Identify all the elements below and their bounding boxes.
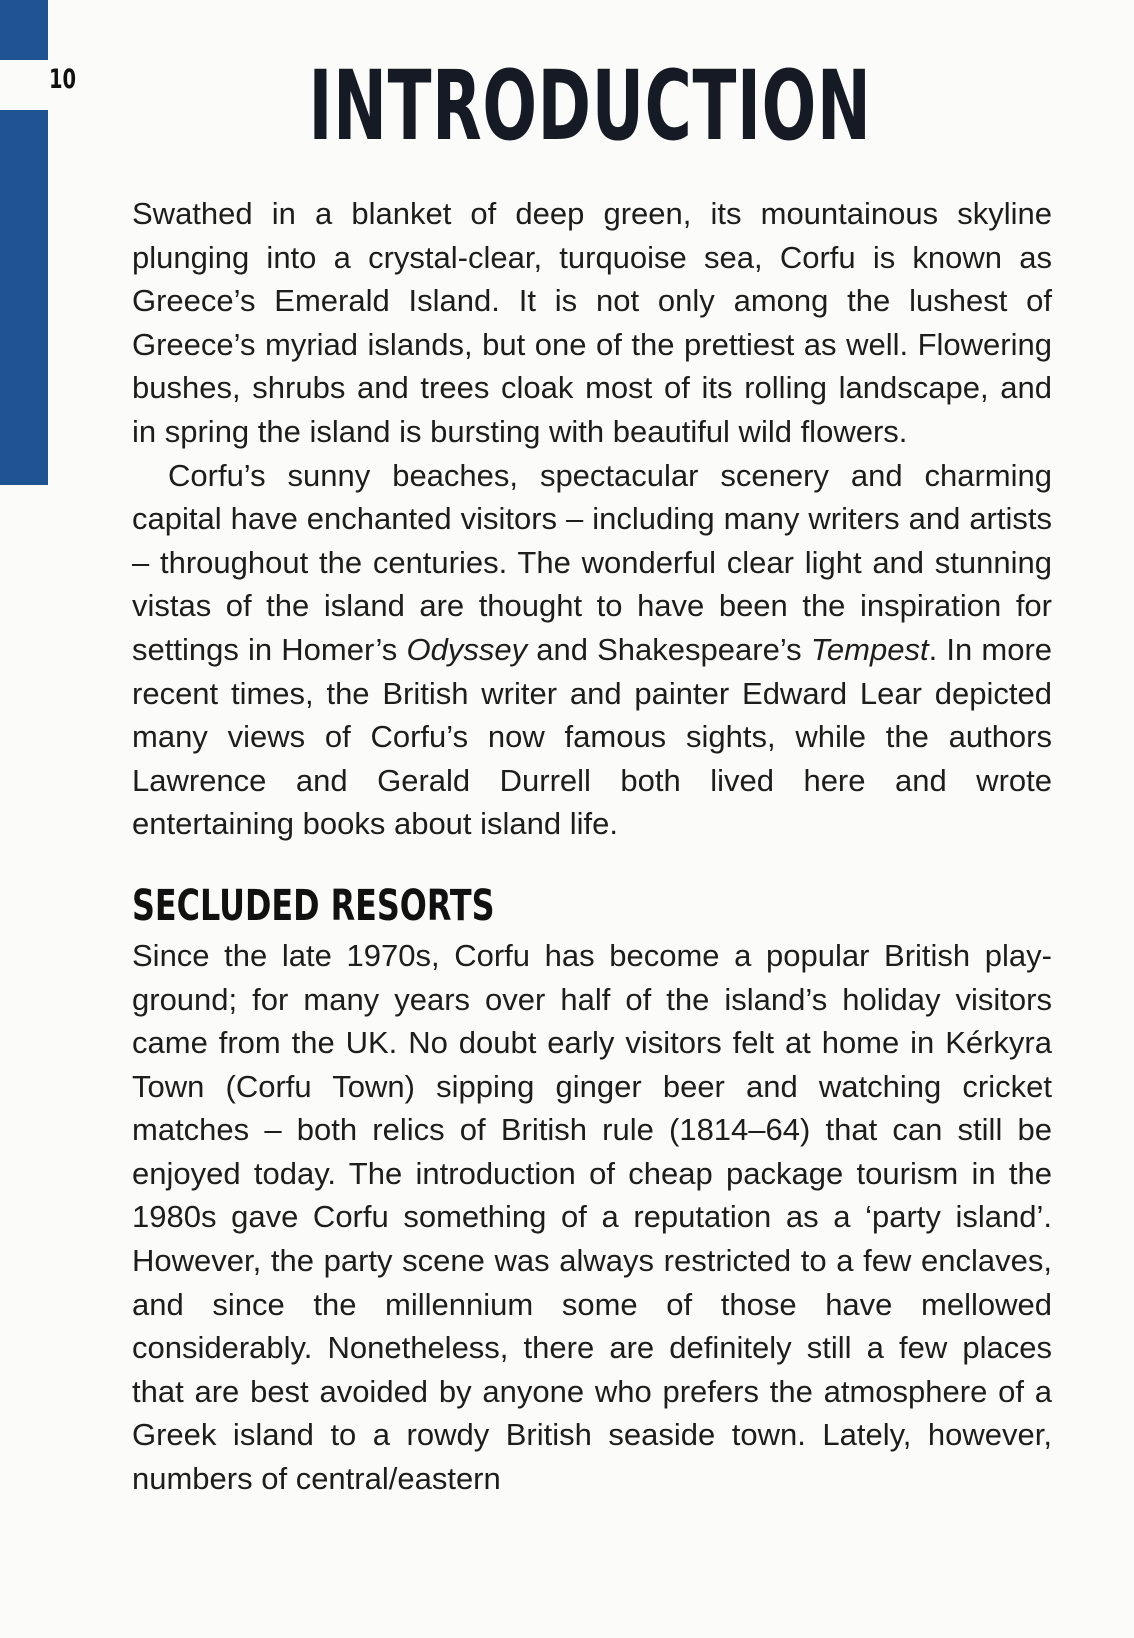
page-number: 10	[49, 64, 77, 95]
page-title: INTRODUCTION	[308, 50, 872, 162]
section-paragraph-1: Since the late 1970s, Corfu has become a popular British playground; for many years over half of the island’s holiday visitors came from the UK. No doubt early visitors felt at home in Kérkyra Town (Corfu Town) sipping ginger beer and watching cricket matches – both relics of British rule (1814–64) that can still be enjoyed today. The introduction of cheap package tourism in the 1980s gave Corfu something of a reputation as a ‘party island’. However, the party scene was always restricted to a few enclaves, and since the millennium some of those have mellowed considerably. Nonetheless, there are definitely still a few places that are best avoided by anyone who prefers the atmosphere of a Greek island to a rowdy British seaside town. Lately, however, numbers of central/eastern	[132, 937, 1052, 1497]
paragraph-2-text-a: Corfu’s sunny beaches, spectacular scenery and charming capital have enchanted visitors – including many writers and artists – throughout the centuries. The wonderful clear light and stunning vistas of the island are thought to have been the inspiration for settings in Homer’s	[132, 457, 1052, 667]
intro-paragraph-2	[132, 454, 1052, 846]
blue-side-tab-top	[0, 0, 48, 60]
section-heading: SECLUDED RESORTS	[132, 880, 495, 931]
odyssey-title: Odyssey	[406, 631, 528, 667]
intro-paragraph-1: Swathed in a blanket of deep green, its mountainous skyline plunging into a crystal-clear, turquoise sea, Corfu is known as Greece’s Emerald Island. It is not only among the lushest of Greece’s myriad islands, but one of the prettiest as well. Flowering bushes, shrubs and trees cloak most of its rolling landscape, and in spring the island is bursting with beautiful wild flowers.	[132, 196, 1052, 449]
blue-side-tab	[0, 110, 48, 485]
paragraph-2-text-b: and Shakespeare’s	[527, 631, 811, 667]
paragraph-2-text-c: . In more recent times, the British writer and painter Edward Lear depicted many views of Corfu’s now famous sights, while the authors Lawrence and Gerald Durrell both lived here and wrote entertaining books about island life.	[132, 631, 1053, 842]
tempest-title: Tempest	[810, 631, 929, 667]
body-text	[132, 192, 1052, 1501]
